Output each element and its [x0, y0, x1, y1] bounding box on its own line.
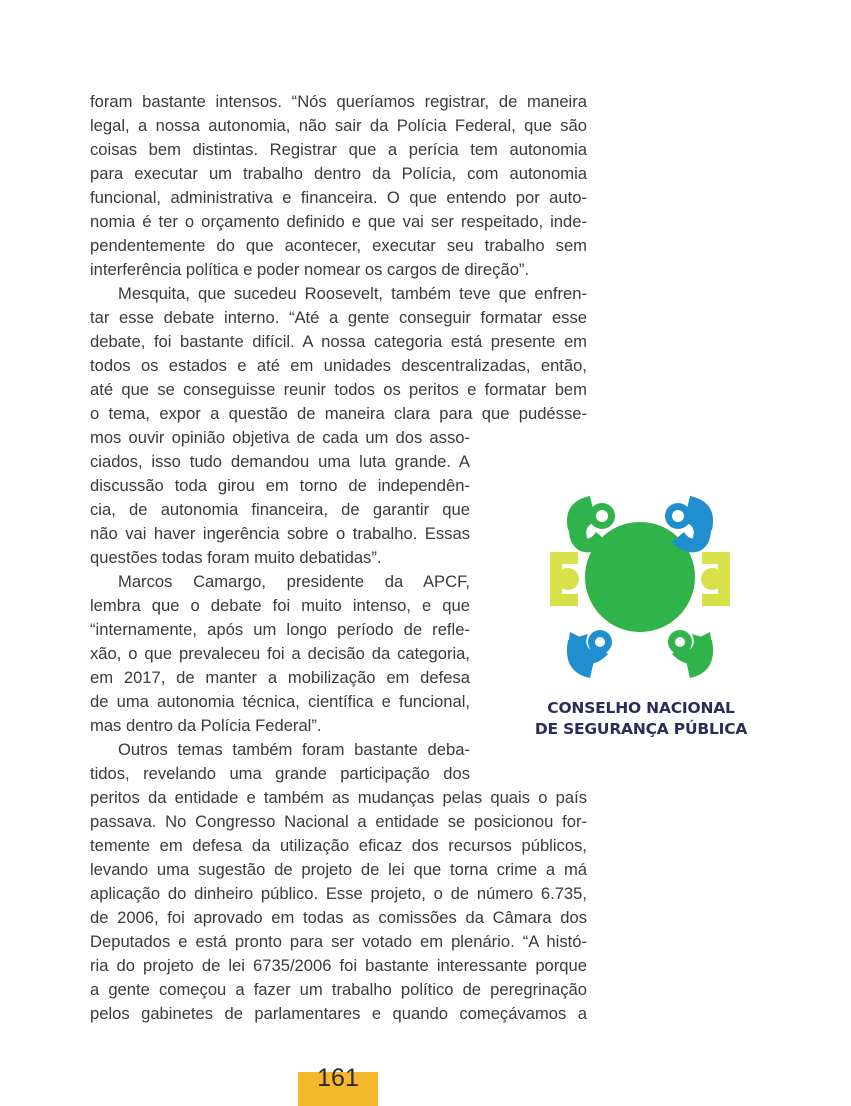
- text-line: nomia é ter o orçamento definido e que vai ser respeitado, inde-: [90, 212, 587, 231]
- text-line: mas dentro da Polícia Federal”.: [90, 716, 322, 735]
- text-line: aplicação do dinheiro público. Esse projeto, o de número 6.735,: [90, 884, 587, 903]
- text-line: de 2006, foi aprovado em todas as comissões da Câmara dos: [90, 908, 587, 927]
- text-line: cia, de autonomia financeira, de garantir que: [90, 500, 470, 519]
- text-line: a gente começou a fazer um trabalho político de peregrinação: [90, 980, 587, 999]
- text-line: questões todas foram muito debatidas”.: [90, 548, 382, 567]
- text-line: Deputados e está pronto para ser votado em plenário. “A histó-: [90, 932, 587, 951]
- text-line: Marcos Camargo, presidente da APCF,: [118, 572, 470, 591]
- text-line: Outros temas também foram bastante deba-: [118, 740, 470, 759]
- text-line: temente em defesa da utilização eficaz dos recursos públicos,: [90, 836, 587, 855]
- logo-caption-line-1: CONSELHO NACIONAL: [547, 699, 735, 717]
- text-line: para executar um trabalho dentro da Polícia, com autonomia: [90, 164, 587, 183]
- text-line: xão, o que prevaleceu foi a decisão da categoria,: [90, 644, 470, 663]
- text-line: pelos gabinetes de parlamentares e quando começávamos a: [90, 1004, 587, 1023]
- text-line: discussão toda girou em torno de independên-: [90, 476, 470, 495]
- text-line: lembra que o debate foi muito intenso, e que: [90, 596, 470, 615]
- text-line: foram bastante intensos. “Nós queríamos registrar, de maneira: [90, 92, 587, 111]
- text-line: interferência política e poder nomear os cargos de direção”.: [90, 260, 530, 279]
- text-line: de uma autonomia técnica, científica e funcional,: [90, 692, 470, 711]
- text-line: funcional, administrativa e financeira. O que entendo por auto-: [90, 188, 587, 207]
- text-line: tidos, revelando uma grande participação dos: [90, 764, 470, 783]
- text-line: peritos da entidade e também as mudanças pelas quais o país: [90, 788, 587, 807]
- text-line: não vai haver ingerência sobre o trabalho. Essas: [90, 524, 470, 543]
- text-line: “internamente, após um longo período de refle-: [90, 620, 470, 639]
- page-number: 161: [317, 1064, 359, 1092]
- text-line: ciados, isso tudo demandou uma luta grande. A: [90, 452, 470, 471]
- text-line: ria do projeto de lei 6735/2006 foi bastante interessante porque: [90, 956, 587, 975]
- text-line: legal, a nossa autonomia, não sair da Polícia Federal, que são: [90, 116, 587, 135]
- text-line: em 2017, de manter a mobilização em defesa: [90, 668, 470, 687]
- text-line: todos os estados e até em unidades descentralizadas, então,: [90, 356, 587, 375]
- circle-of-people-emblem-icon: [530, 482, 750, 692]
- text-line: levando uma sugestão de projeto de lei que torna crime a má: [90, 860, 587, 879]
- text-line: passava. No Congresso Nacional a entidade se posicionou for-: [90, 812, 587, 831]
- text-line: pendentemente do que acontecer, executar seu trabalho sem: [90, 236, 587, 255]
- text-line: tar esse debate interno. “Até a gente conseguir formatar esse: [90, 308, 587, 327]
- text-line: coisas bem distintas. Registrar que a perícia tem autonomia: [90, 140, 587, 159]
- text-line: Mesquita, que sucedeu Roosevelt, também teve que enfren-: [118, 284, 587, 303]
- text-line: até que se conseguisse reunir todos os peritos e formatar bem: [90, 380, 587, 399]
- text-line: debate, foi bastante difícil. A nossa categoria está presente em: [90, 332, 587, 351]
- logo-caption-line-2: DE SEGURANÇA PÚBLICA: [534, 720, 748, 738]
- text-line: mos ouvir opinião objetiva de cada um dos asso-: [90, 428, 470, 447]
- text-line: o tema, expor a questão de maneira clara para que pudésse-: [90, 404, 587, 423]
